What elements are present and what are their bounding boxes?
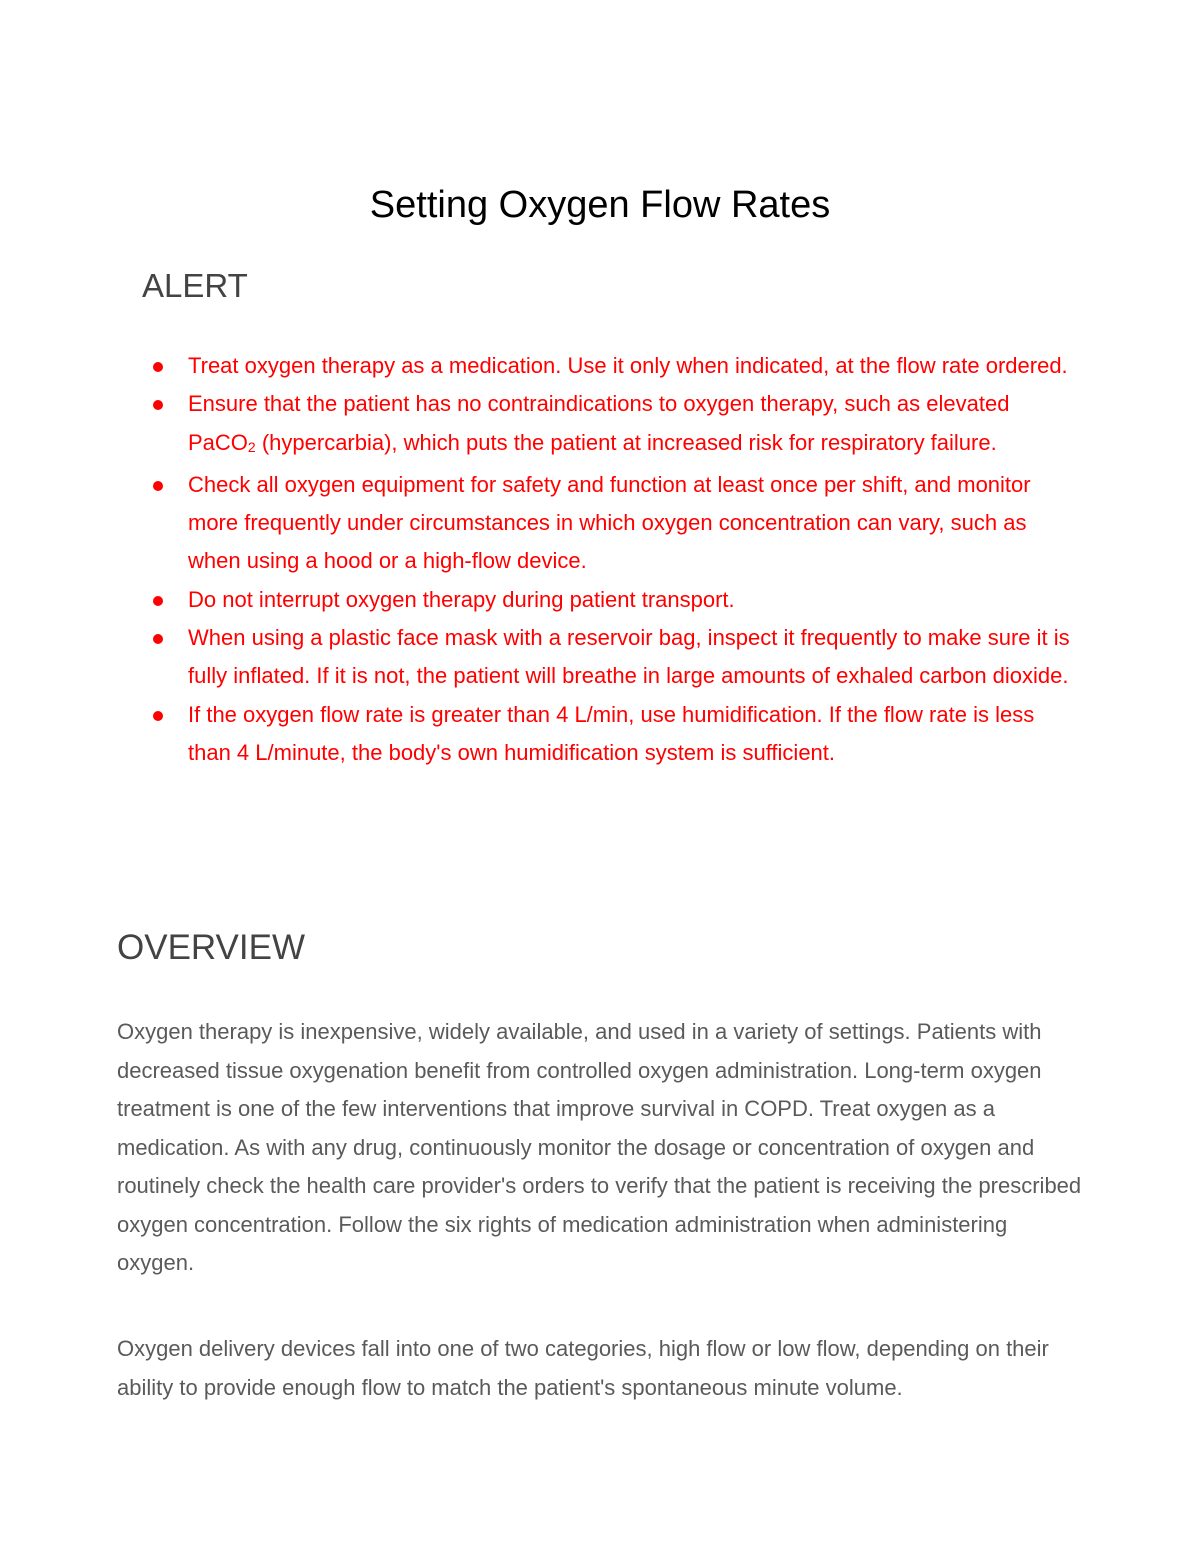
alert-item-text: When using a plastic face mask with a reservoir bag, inspect it frequently to make sure it is fully inflated. If it is not, the patient will breathe in large amounts of exhaled carbon dioxide. <box>188 625 1070 689</box>
page-title: Setting Oxygen Flow Rates <box>369 184 831 226</box>
alert-item <box>150 696 1080 773</box>
alert-item <box>150 385 1080 466</box>
overview-heading: OVERVIEW <box>117 928 306 967</box>
subscript-two: 2 <box>247 438 256 455</box>
alert-item <box>150 619 1080 696</box>
alert-item <box>150 347 1080 385</box>
alert-list <box>150 347 1080 772</box>
bullet-dot-icon <box>153 634 163 644</box>
alert-item <box>150 581 1080 619</box>
alert-heading: ALERT <box>142 267 248 304</box>
alert-item-text: Check all oxygen equipment for safety and function at least once per shift, and monitor more frequently under circumstances in which oxygen concentration can vary, such as when using a hood or a high-flow device. <box>188 471 1031 574</box>
alert-item-text <box>188 391 1009 454</box>
bullet-dot-icon <box>153 596 163 606</box>
bullet-dot-icon <box>153 400 163 410</box>
overview-paragraph: Oxygen therapy is inexpensive, widely available, and used in a variety of settings. Patients with decreased tissue oxygenation benefit from controlled oxygen administration. Long-term oxygen treatment is one of the few interventions that improve survival in COPD. Treat oxygen as a medication. As with any drug, continuously monitor the dosage or concentration of oxygen and routinely check the health care provider's orders to verify that the patient is receiving the prescribed oxygen concentration. Follow the six rights of medication administration when administering oxygen. <box>117 1019 1082 1275</box>
alert-item-text-after: (hypercarbia), which puts the patient at increased risk for respiratory failure. <box>255 429 997 455</box>
overview-paragraph: Oxygen delivery devices fall into one of two categories, high flow or low flow, depending on their ability to provide enough flow to match the patient's spontaneous minute volume. <box>117 1336 1049 1400</box>
bullet-dot-icon <box>153 711 163 721</box>
alert-item-text: If the oxygen flow rate is greater than 4 L/min, use humidification. If the flow rate is less than 4 L/minute, the body's own humidification system is sufficient. <box>188 701 1035 765</box>
alert-item <box>150 466 1080 581</box>
bullet-dot-icon <box>153 362 163 372</box>
bullet-dot-icon <box>153 481 163 491</box>
alert-item-text-before: Ensure that the patient has no contraindications to oxygen therapy, such as elevated PaCO <box>188 391 1010 455</box>
alert-item-text: Treat oxygen therapy as a medication. Use it only when indicated, at the flow rate ordered. <box>188 353 1068 378</box>
alert-item-text: Do not interrupt oxygen therapy during patient transport. <box>188 586 735 612</box>
